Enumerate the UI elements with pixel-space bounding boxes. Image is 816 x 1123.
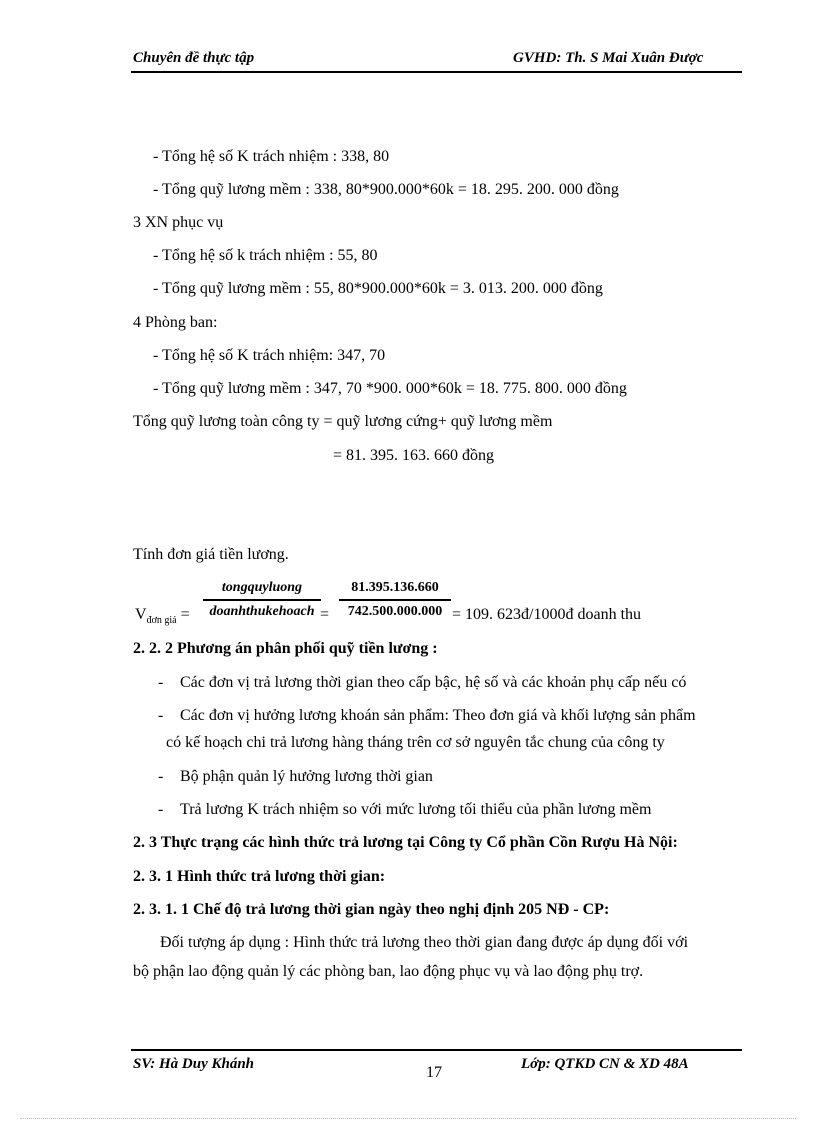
fraction-denominator: doanhthukehoach [209,604,315,619]
heading-2-2-2: 2. 2. 2 Phương án phân phối quỹ tiền lương : [133,640,438,657]
bullet-mark: - [158,768,164,785]
footer-rule [131,1049,742,1051]
line-total-wage-fund: Tổng quỹ lương toàn công ty = quỹ lương cứng+ quỹ lương mềm [133,413,553,430]
line-departments: 4 Phòng ban: [133,314,218,331]
page-bottom-edge [20,1118,796,1119]
line-service-unit: 3 XN phục vụ [133,214,224,231]
line-k-coefficient-total-3: - Tổng hệ số K trách nhiệm: 347, 70 [153,347,386,364]
bullet-item: Trả lương K trách nhiệm so với mức lương tối thiểu của phần lương mềm [180,801,652,818]
heading-2-3-1-1: 2. 3. 1. 1 Chế độ trả lương thời gian ngày theo nghị định 205 NĐ - CP: [133,901,610,918]
bullet-item: Các đơn vị trả lương thời gian theo cấp bậc, hệ số và các khoản phụ cấp nếu có [180,674,687,691]
line-soft-wage-fund-3: - Tổng quỹ lương mềm : 347, 70 *900. 000*60k = 18. 775. 800. 000 đồng [153,380,627,397]
bullet-mark: - [158,801,164,818]
heading-2-3: 2. 3 Thực trạng các hình thức trả lương tại Công ty Cổ phần Cồn Rượu Hà Nội: [133,834,678,851]
footer-class: Lớp: QTKD CN & XD 48A [521,1056,689,1072]
line-unit-price-intro: Tính đơn giá tiền lương. [133,546,289,563]
formula-result: = 109. 623đ/1000đ doanh thu [452,606,642,623]
footer-student: SV: Hà Duy Khánh [133,1056,255,1072]
bullet-item-continuation: có kế hoạch chi trả lương hàng tháng trên cơ sở nguyên tắc chung của công ty [166,734,665,751]
paragraph-line: bộ phận lao động quản lý các phòng ban, lao động phục vụ và lao động phụ trợ. [133,963,644,980]
line-k-coefficient-total-1: - Tổng hệ số K trách nhiệm : 338, 80 [153,148,390,165]
paragraph-line: Đối tượng áp dụng : Hình thức trả lương theo thời gian đang được áp dụng đối với [160,934,689,951]
header-supervisor: GVHD: Th. S Mai Xuân Được [513,50,704,66]
formula-equals: = [320,606,330,623]
header-course-title: Chuyên đề thực tập [133,50,255,66]
line-total-wage-fund-value: = 81. 395. 163. 660 đồng [333,447,495,464]
bullet-mark: - [158,674,164,691]
page-number: 17 [426,1064,442,1081]
fraction-numeric-numerator: 81.395.136.660 [339,580,451,601]
formula-symbol: $V_{đơn giá}$ = [135,606,190,626]
fraction-numeric [339,580,451,620]
line-soft-wage-fund-2: - Tổng quỹ lương mềm : 55, 80*900.000*60k = 3. 013. 200. 000 đồng [153,280,603,297]
line-soft-wage-fund-1: - Tổng quỹ lương mềm : 338, 80*900.000*60k = 18. 295. 200. 000 đồng [153,181,619,198]
fraction-numerator: tongquyluong [203,580,321,601]
header-rule [131,71,742,73]
fraction-numeric-denominator: 742.500.000.000 [347,604,443,619]
heading-2-3-1: 2. 3. 1 Hình thức trả lương thời gian: [133,868,386,885]
bullet-item: Các đơn vị hưởng lương khoán sản phẩm: Theo đơn giá và khối lượng sản phẩm [180,707,696,724]
bullet-mark: - [158,707,164,724]
line-k-coefficient-total-2: - Tổng hệ số k trách nhiệm : 55, 80 [153,247,378,264]
fraction-wage-over-revenue [203,580,321,620]
bullet-item: Bộ phận quản lý hưởng lương thời gian [180,768,433,785]
